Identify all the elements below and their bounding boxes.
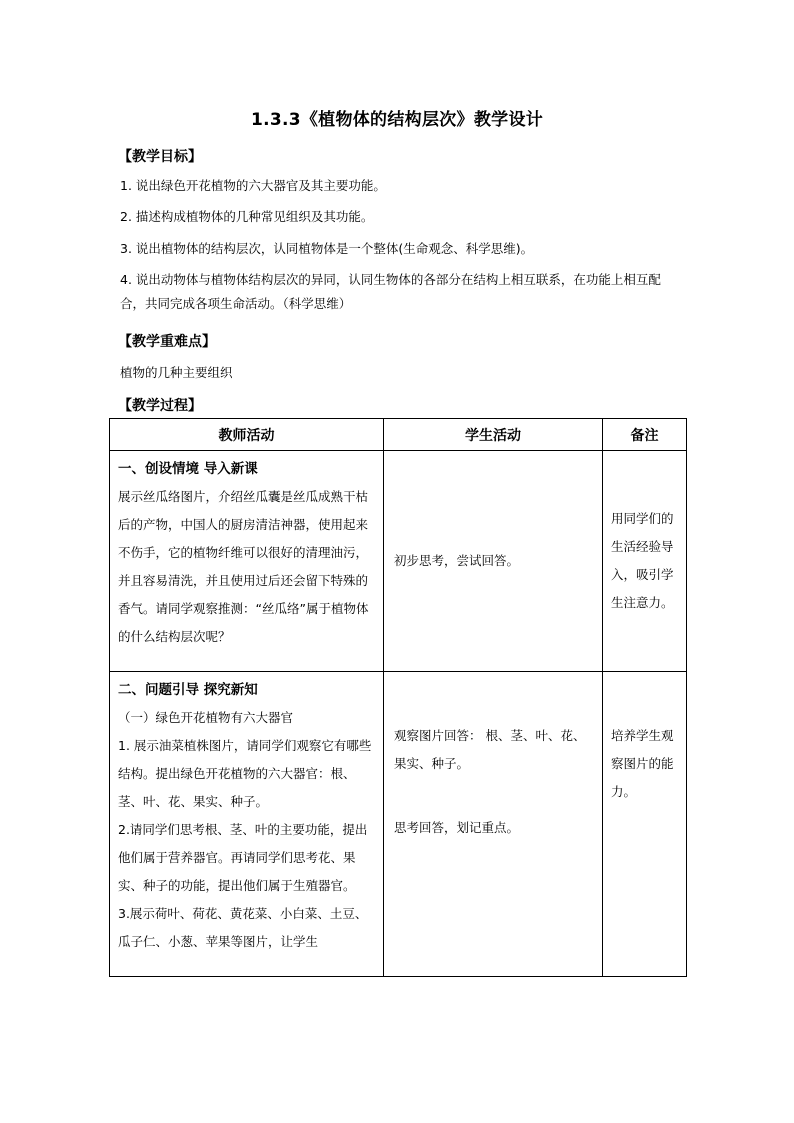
teacher-activity-text: 1. 展示油菜植株图片，请同学们观察它有哪些结构。提出绿色开花植物的六大器官：根、茎、叶、花、果实、种子。 — [118, 738, 372, 809]
teacher-activity-text: 3.展示荷叶、荷花、黄花菜、小白菜、土豆、瓜子仁、小葱、苹果等图片，让学生 — [118, 906, 368, 949]
teacher-activity-text: 展示丝瓜络图片，介绍丝瓜囊是丝瓜成熟干枯后的产物，中国人的厨房清洁神器，使用起来不伤手，它的植物纤维可以很好的清理油污，并且容易清洗，并且使用过后还会留下特殊的香气。请同学观察推测：“丝瓜络”属于植物体的什么结构层次呢？ — [118, 489, 369, 644]
key-points-heading: 【教学重难点】 — [118, 334, 216, 350]
stage-title: 二、问题引导 探究新知 — [118, 682, 258, 698]
teacher-cell — [110, 451, 384, 672]
table-row — [110, 672, 687, 977]
student-activity-text: 思考回答，划记重点。 — [394, 820, 520, 835]
objective-item-2: 2. 描述构成植物体的几种常见组织及其功能。 — [120, 209, 374, 224]
page-title: 1.3.3《植物体的结构层次》教学设计 — [250, 110, 544, 130]
objective-item-4: 4. 说出动物体与植物体结构层次的异同，认同生物体的各部分在结构上相互联系，在功能上相互配合，共同完成各项生命活动。（科学思维） — [120, 272, 661, 311]
table-header-row — [110, 419, 687, 451]
process-table — [109, 418, 687, 977]
teacher-activity-text: （一）绿色开花植物有六大器官 — [118, 710, 294, 725]
column-header-student: 学生活动 — [384, 419, 603, 451]
teacher-cell — [110, 672, 384, 977]
objective-item-1: 1. 说出绿色开花植物的六大器官及其主要功能。 — [120, 178, 386, 193]
student-cell — [384, 672, 603, 977]
remark-cell — [603, 451, 687, 672]
objective-item-3: 3. 说出植物体的结构层次，认同植物体是一个整体(生命观念、科学思维)。 — [120, 241, 534, 256]
column-header-teacher: 教师活动 — [110, 419, 384, 451]
student-cell — [384, 451, 603, 672]
remark-text: 用同学们的生活经验导入，吸引学生注意力。 — [611, 511, 674, 610]
key-points-text: 植物的几种主要组织 — [120, 365, 233, 380]
objectives-heading: 【教学目标】 — [118, 149, 202, 165]
table-row — [110, 451, 687, 672]
process-heading: 【教学过程】 — [118, 398, 202, 414]
stage-title: 一、创设情境 导入新课 — [118, 461, 258, 477]
student-activity-text: 初步思考，尝试回答。 — [394, 553, 520, 568]
remark-text: 培养学生观察图片的能力。 — [611, 728, 674, 799]
column-header-remark: 备注 — [603, 419, 687, 451]
remark-cell — [603, 672, 687, 977]
teacher-activity-text: 2.请同学们思考根、茎、叶的主要功能，提出他们属于营养器官。再请同学们思考花、果实、种子的功能，提出他们属于生殖器官。 — [118, 822, 368, 893]
student-activity-text: 观察图片回答： 根、茎、叶、花、果实、种子。 — [394, 728, 586, 771]
